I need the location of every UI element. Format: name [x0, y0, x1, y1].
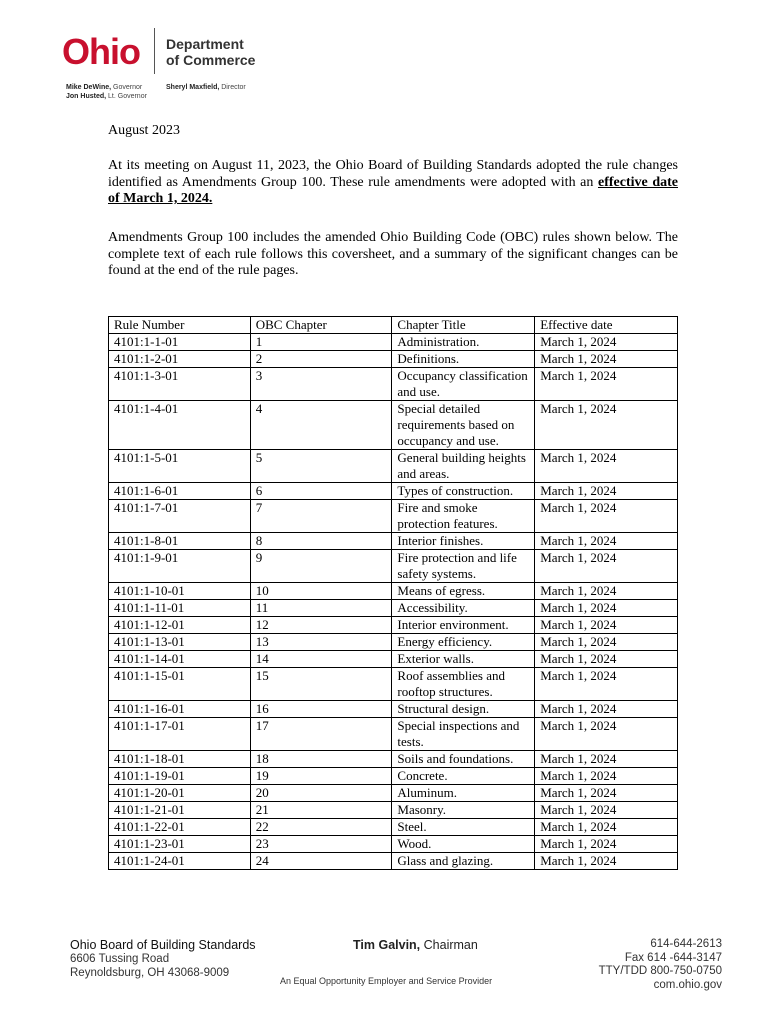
table-row — [109, 819, 678, 836]
cell-chapter-title: Fire protection and life safety systems. — [392, 550, 535, 583]
letter-date: August 2023 — [108, 123, 180, 138]
cell-chapter-title: Types of construction. — [392, 483, 535, 500]
table-row — [109, 853, 678, 870]
cell-effective-date: March 1, 2024 — [535, 718, 678, 751]
table-row — [109, 802, 678, 819]
cell-chapter-title: Means of egress. — [392, 583, 535, 600]
header-rule-number: Rule Number — [109, 317, 251, 334]
cell-rule-number: 4101:1-18-01 — [109, 751, 251, 768]
footer-fax: Fax 614 -644-3147 — [624, 951, 722, 964]
cell-rule-number: 4101:1-20-01 — [109, 785, 251, 802]
cell-rule-number: 4101:1-19-01 — [109, 768, 251, 785]
cell-effective-date: March 1, 2024 — [535, 483, 678, 500]
cell-rule-number: 4101:1-4-01 — [109, 401, 251, 450]
cell-chapter-title: Special detailed requirements based on occupancy and use. — [392, 401, 535, 450]
cell-rule-number: 4101:1-1-01 — [109, 334, 251, 351]
paragraph-adoption — [108, 158, 678, 208]
cell-obc-chapter: 12 — [250, 617, 392, 634]
cell-effective-date: March 1, 2024 — [535, 351, 678, 368]
cell-chapter-title: Exterior walls. — [392, 651, 535, 668]
header-obc-chapter: OBC Chapter — [250, 317, 392, 334]
cell-rule-number: 4101:1-24-01 — [109, 853, 251, 870]
rules-table — [108, 316, 678, 870]
table-row — [109, 334, 678, 351]
cell-obc-chapter: 14 — [250, 651, 392, 668]
footer-address-line-1: 6606 Tussing Road — [70, 953, 170, 965]
cell-obc-chapter: 20 — [250, 785, 392, 802]
cell-effective-date: March 1, 2024 — [535, 836, 678, 853]
header-effective-date: Effective date — [535, 317, 678, 334]
cell-chapter-title: General building heights and areas. — [392, 450, 535, 483]
cell-obc-chapter: 16 — [250, 701, 392, 718]
cell-obc-chapter: 4 — [250, 401, 392, 450]
cell-effective-date: March 1, 2024 — [535, 533, 678, 550]
cell-chapter-title: Structural design. — [392, 701, 535, 718]
paragraph-overview: Amendments Group 100 includes the amended Ohio Building Code (OBC) rules shown below. The complete text of each rule follows this coversheet, and a summary of the significant changes can be found at the end of the rule pages. — [108, 230, 678, 278]
ohio-logo-text: Ohio — [62, 31, 140, 72]
cell-effective-date: March 1, 2024 — [535, 550, 678, 583]
cell-rule-number: 4101:1-3-01 — [109, 368, 251, 401]
table-row — [109, 768, 678, 785]
table-row — [109, 351, 678, 368]
cell-effective-date: March 1, 2024 — [535, 617, 678, 634]
cell-obc-chapter: 5 — [250, 450, 392, 483]
cell-obc-chapter: 13 — [250, 634, 392, 651]
cell-chapter-title: Roof assemblies and rooftop structures. — [392, 668, 535, 701]
cell-effective-date: March 1, 2024 — [535, 450, 678, 483]
cell-effective-date: March 1, 2024 — [535, 668, 678, 701]
cell-chapter-title: Accessibility. — [392, 600, 535, 617]
cell-chapter-title: Steel. — [392, 819, 535, 836]
table-row — [109, 600, 678, 617]
cell-rule-number: 4101:1-11-01 — [109, 600, 251, 617]
cell-effective-date: March 1, 2024 — [535, 600, 678, 617]
ohio-logo — [62, 30, 140, 74]
cell-effective-date: March 1, 2024 — [535, 500, 678, 533]
cell-rule-number: 4101:1-5-01 — [109, 450, 251, 483]
cell-effective-date: March 1, 2024 — [535, 401, 678, 450]
cell-effective-date: March 1, 2024 — [535, 701, 678, 718]
table-row — [109, 450, 678, 483]
cell-chapter-title: Interior environment. — [392, 617, 535, 634]
cell-chapter-title: Fire and smoke protection features. — [392, 500, 535, 533]
footer-phone: 614-644-2613 — [650, 938, 722, 950]
cell-obc-chapter: 6 — [250, 483, 392, 500]
department-line-2: of Commerce — [166, 52, 256, 68]
table-row — [109, 583, 678, 600]
cell-rule-number: 4101:1-12-01 — [109, 617, 251, 634]
cell-effective-date: March 1, 2024 — [535, 634, 678, 651]
director-title: Director — [221, 84, 246, 91]
footer-tty: TTY/TDD 800-750-0750 — [598, 965, 722, 977]
table-row — [109, 368, 678, 401]
cell-rule-number: 4101:1-15-01 — [109, 668, 251, 701]
cell-chapter-title: Energy efficiency. — [392, 634, 535, 651]
cell-rule-number: 4101:1-10-01 — [109, 583, 251, 600]
table-row — [109, 668, 678, 701]
officials-director — [166, 83, 246, 92]
cell-chapter-title: Masonry. — [392, 802, 535, 819]
cell-chapter-title: Concrete. — [392, 768, 535, 785]
footer-eoe-statement: An Equal Opportunity Employer and Service Provider — [280, 976, 493, 986]
cell-effective-date: March 1, 2024 — [535, 751, 678, 768]
paragraph-adoption-text: At its meeting on August 11, 2023, the Ohio Board of Building Standards adopted the rule changes identified as Amendments Group 100. These rule amendments were adopted with an — [108, 158, 678, 190]
footer-contact-block — [599, 938, 722, 992]
table-row — [109, 751, 678, 768]
cell-chapter-title: Interior finishes. — [392, 533, 535, 550]
chairman-title: Chairman — [423, 938, 478, 952]
cell-chapter-title: Soils and foundations. — [392, 751, 535, 768]
header-chapter-title: Chapter Title — [392, 317, 535, 334]
table-row — [109, 533, 678, 550]
chairman-name: Tim Galvin, — [353, 938, 421, 952]
table-row — [109, 617, 678, 634]
table-header-row — [109, 317, 678, 334]
footer-address-block — [70, 938, 256, 980]
department-name — [166, 36, 255, 68]
table-row — [109, 651, 678, 668]
governor-title: Governor — [113, 84, 143, 91]
governor-line — [66, 83, 147, 92]
table-row — [109, 483, 678, 500]
cell-obc-chapter: 22 — [250, 819, 392, 836]
cell-rule-number: 4101:1-8-01 — [109, 533, 251, 550]
cell-effective-date: March 1, 2024 — [535, 819, 678, 836]
cell-obc-chapter: 24 — [250, 853, 392, 870]
cell-obc-chapter: 17 — [250, 718, 392, 751]
table-row — [109, 836, 678, 853]
cell-rule-number: 4101:1-17-01 — [109, 718, 251, 751]
cell-effective-date: March 1, 2024 — [535, 853, 678, 870]
cell-obc-chapter: 1 — [250, 334, 392, 351]
department-line-1: Department — [166, 36, 244, 52]
cell-obc-chapter: 9 — [250, 550, 392, 583]
cell-obc-chapter: 10 — [250, 583, 392, 600]
cell-effective-date: March 1, 2024 — [535, 802, 678, 819]
cell-obc-chapter: 23 — [250, 836, 392, 853]
officials-governors — [66, 83, 147, 101]
cell-rule-number: 4101:1-13-01 — [109, 634, 251, 651]
footer-website[interactable]: com.ohio.gov — [653, 978, 722, 991]
cell-rule-number: 4101:1-7-01 — [109, 500, 251, 533]
table-row — [109, 500, 678, 533]
footer-address-line-2: Reynoldsburg, OH 43068-9009 — [70, 967, 230, 979]
table-row — [109, 701, 678, 718]
governor-name: Mike DeWine, — [66, 84, 112, 91]
cell-chapter-title: Glass and glazing. — [392, 853, 535, 870]
cell-effective-date: March 1, 2024 — [535, 785, 678, 802]
cell-rule-number: 4101:1-2-01 — [109, 351, 251, 368]
table-row — [109, 401, 678, 450]
cell-obc-chapter: 15 — [250, 668, 392, 701]
table-row — [109, 718, 678, 751]
logo-divider — [154, 28, 155, 74]
cell-obc-chapter: 18 — [250, 751, 392, 768]
cell-rule-number: 4101:1-23-01 — [109, 836, 251, 853]
table-body — [109, 334, 678, 870]
cell-obc-chapter: 7 — [250, 500, 392, 533]
lt-governor-line — [66, 92, 147, 101]
cell-rule-number: 4101:1-14-01 — [109, 651, 251, 668]
table-row — [109, 550, 678, 583]
cell-obc-chapter: 11 — [250, 600, 392, 617]
cell-chapter-title: Administration. — [392, 334, 535, 351]
footer-chairman — [353, 938, 478, 952]
lt-governor-name: Jon Husted, — [66, 93, 107, 100]
lt-governor-title: Lt. Governor — [108, 93, 147, 100]
cell-obc-chapter: 2 — [250, 351, 392, 368]
cell-chapter-title: Special inspections and tests. — [392, 718, 535, 751]
cell-rule-number: 4101:1-6-01 — [109, 483, 251, 500]
cell-rule-number: 4101:1-22-01 — [109, 819, 251, 836]
cell-chapter-title: Wood. — [392, 836, 535, 853]
cell-chapter-title: Aluminum. — [392, 785, 535, 802]
cell-effective-date: March 1, 2024 — [535, 334, 678, 351]
cell-chapter-title: Definitions. — [392, 351, 535, 368]
cell-obc-chapter: 8 — [250, 533, 392, 550]
table-row — [109, 785, 678, 802]
cell-rule-number: 4101:1-21-01 — [109, 802, 251, 819]
cell-chapter-title: Occupancy classification and use. — [392, 368, 535, 401]
cell-rule-number: 4101:1-9-01 — [109, 550, 251, 583]
cell-rule-number: 4101:1-16-01 — [109, 701, 251, 718]
cell-obc-chapter: 19 — [250, 768, 392, 785]
cell-obc-chapter: 21 — [250, 802, 392, 819]
cell-obc-chapter: 3 — [250, 368, 392, 401]
effective-date-emphasis: effective date of March 1, 2024. — [108, 174, 678, 206]
cell-effective-date: March 1, 2024 — [535, 368, 678, 401]
table-row — [109, 634, 678, 651]
cell-effective-date: March 1, 2024 — [535, 651, 678, 668]
cell-effective-date: March 1, 2024 — [535, 768, 678, 785]
cell-effective-date: March 1, 2024 — [535, 583, 678, 600]
footer-org-name: Ohio Board of Building Standards — [70, 938, 256, 952]
director-name: Sheryl Maxfield, — [166, 84, 220, 91]
